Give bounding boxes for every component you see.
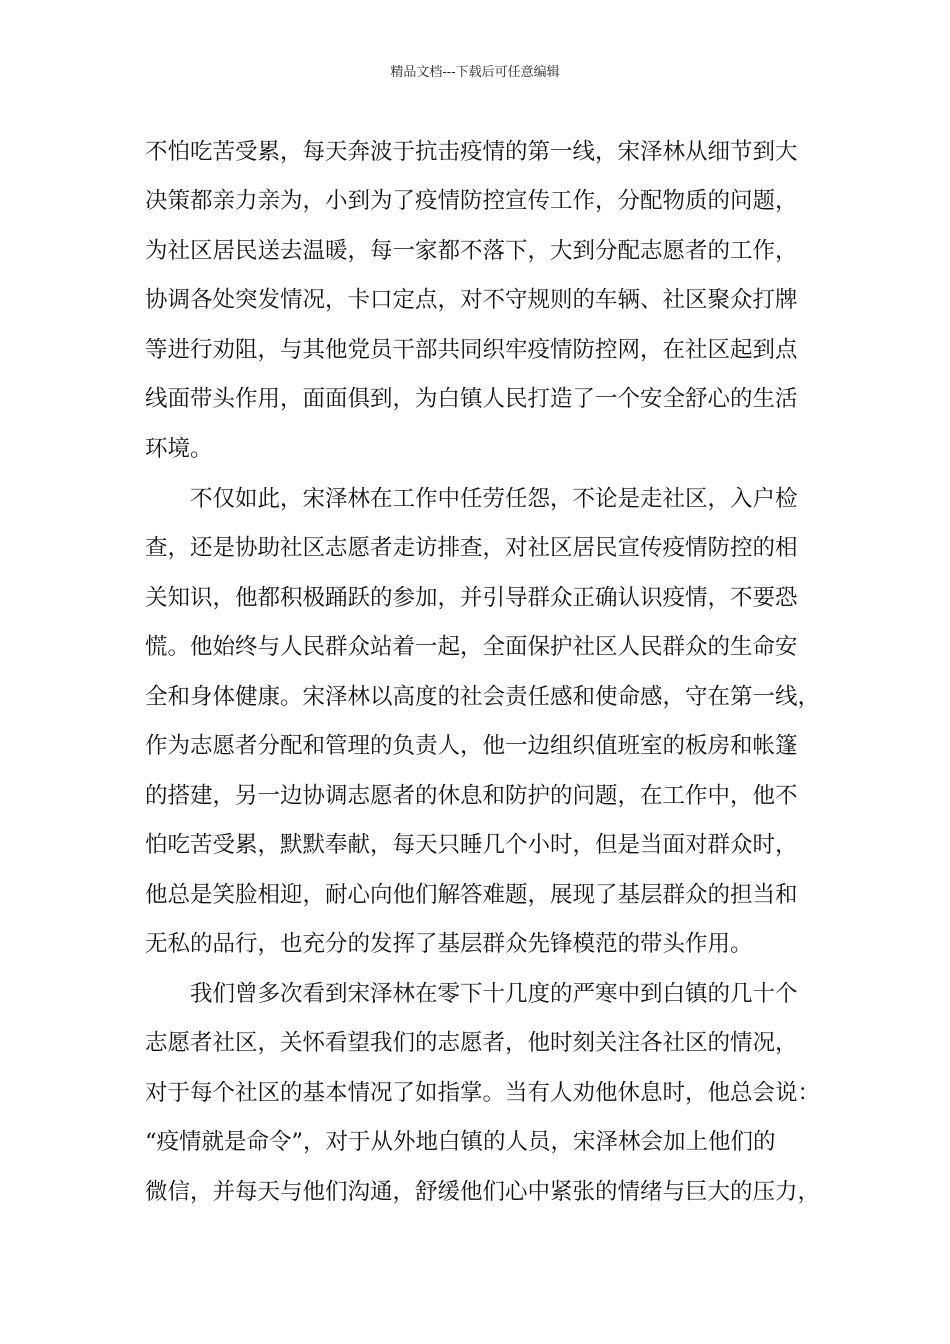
paragraph-1-line-5: 等进行劝阻，与其他党员干部共同织牢疫情防控网，在社区起到点: [145, 337, 798, 363]
paragraph-1-line-2: 决策都亲力亲为，小到为了疫情防控宣传工作，分配物质的问题，: [145, 188, 798, 214]
paragraph-3-line-1: 我们曾多次看到宋泽林在零下十几度的严寒中到白镇的几十个: [190, 981, 798, 1007]
paragraph-1-line-6: 线面带头作用，面面俱到，为白镇人民打造了一个安全舒心的生活: [145, 386, 798, 412]
paragraph-2-line-3: 关知识，他都积极踊跃的参加，并引导群众正确认识疫情，不要恐: [145, 585, 798, 611]
paragraph-2-line-2: 查，还是协助社区志愿者走访排查，对社区居民宣传疫情防控的相: [145, 535, 798, 561]
paragraph-2-line-6: 作为志愿者分配和管理的负责人，他一边组织值班室的板房和帐篷: [145, 733, 798, 759]
paragraph-3-line-2: 志愿者社区，关怀看望我们的志愿者，他时刻关注各社区的情况，: [145, 1030, 798, 1056]
paragraph-2-line-7: 的搭建，另一边协调志愿者的休息和防护的问题，在工作中，他不: [145, 783, 798, 809]
paragraph-3-line-4: “疫情就是命令”，对于从外地白镇的人员，宋泽林会加上他们的: [145, 1129, 776, 1155]
paragraph-2-line-5: 全和身体健康。宋泽林以高度的社会责任感和使命感，守在第一线，: [145, 684, 821, 710]
paragraph-2-line-8: 怕吃苦受累，默默奉献，每天只睡几个小时，但是当面对群众时，: [145, 832, 798, 858]
paragraph-3-line-5: 微信，并每天与他们沟通，舒缓他们心中紧张的情绪与巨大的压力，: [145, 1179, 821, 1205]
paragraph-2-line-10: 无私的品行，也充分的发挥了基层群众先锋模范的带头作用。: [145, 931, 753, 957]
paragraph-3-line-3: 对于每个社区的基本情况了如指掌。当有人劝他休息时，他总会说：: [145, 1080, 821, 1106]
paragraph-2-line-1: 不仅如此，宋泽林在工作中任劳任怨，不论是走社区，入户检: [190, 486, 798, 512]
paragraph-1-line-3: 为社区居民送去温暖，每一家都不落下，大到分配志愿者的工作，: [145, 238, 798, 264]
page-header: 精品文档---下载后可任意编辑: [390, 65, 560, 80]
paragraph-2-line-4: 慌。他始终与人民群众站着一起，全面保护社区人民群众的生命安: [145, 634, 798, 660]
paragraph-1-line-7: 环境。: [145, 436, 213, 462]
paragraph-2-line-9: 他总是笑脸相迎，耐心向他们解答难题，展现了基层群众的担当和: [145, 882, 798, 908]
paragraph-1-line-1: 不怕吃苦受累，每天奔波于抗击疫情的第一线，宋泽林从细节到大: [145, 139, 798, 165]
paragraph-1-line-4: 协调各处突发情况，卡口定点，对不守规则的车辆、社区聚众打牌: [145, 287, 798, 313]
